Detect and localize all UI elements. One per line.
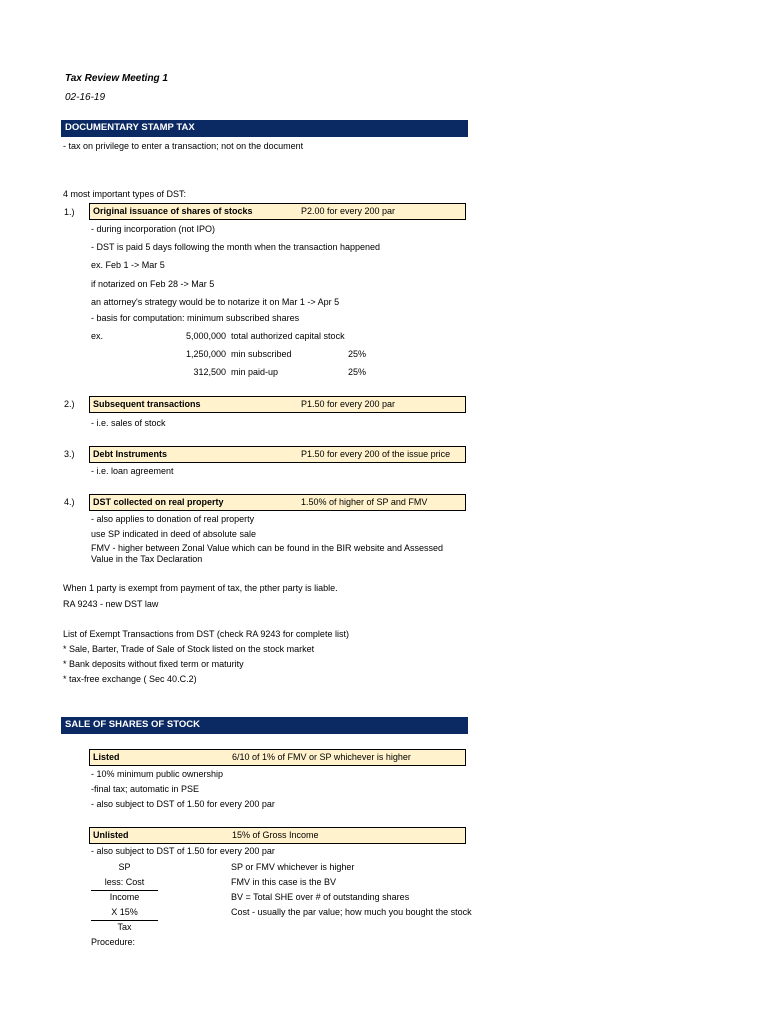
box-label: Listed [93,752,120,762]
note-line: - also subject to DST of 1.50 for every 200 par [91,846,275,856]
note-line: - also subject to DST of 1.50 for every 200 par [91,799,275,809]
note-line: - during incorporation (not IPO) [91,224,216,234]
highlight-box-real-property [89,494,466,511]
example-amount: 312,500 [193,367,226,377]
note-line: - also applies to donation of real property [91,514,255,524]
example-label-text: total authorized capital stock [231,331,345,341]
section-header-label: DOCUMENTARY STAMP TAX [65,122,195,133]
ra-law-note: RA 9243 - new DST law [63,599,159,609]
dst-definition: - tax on privilege to enter a transaction; not on the document [63,141,304,151]
box-label: Subsequent transactions [93,399,201,409]
computation-line: Income [109,892,140,902]
underline-divider [91,920,158,921]
box-label: Original issuance of shares of stocks [93,206,253,216]
example-amount: 1,250,000 [185,349,226,359]
example-amount: 5,000,000 [185,331,226,341]
computation-line: Tax [117,922,132,932]
procedure-label: Procedure: [91,937,136,947]
box-rate: P1.50 for every 200 of the issue price [301,449,451,459]
exempt-list-line: * tax-free exchange ( Sec 40.C.2) [63,674,197,684]
example-label-text: min subscribed [231,349,292,359]
note-line: - basis for computation: minimum subscribed shares [91,313,300,323]
exempt-list-line: * Bank deposits without fixed term or maturity [63,659,244,669]
box-label: DST collected on real property [93,497,224,507]
example-label: ex. [91,331,104,341]
example-label-text: min paid-up [231,367,279,377]
page-title: Tax Review Meeting 1 [65,73,168,84]
note-line: use SP indicated in deed of absolute sale [91,529,256,539]
example-percent: 25% [348,367,367,377]
note-line: ex. Feb 1 -> Mar 5 [91,260,165,270]
box-rate: P2.00 for every 200 par [301,206,396,216]
box-rate: 1.50% of higher of SP and FMV [301,497,428,507]
highlight-box-debt-instruments [89,446,466,463]
box-label: Unlisted [93,830,129,840]
section-header-label: SALE OF SHARES OF STOCK [65,719,200,730]
section-header-dst [61,120,468,137]
explanation-line: FMV in this case is the BV [231,877,337,887]
item-number: 2.) [64,399,75,409]
explanation-line: Cost - usually the par value; how much you bought the stock [231,907,472,917]
note-line: - 10% minimum public ownership [91,769,224,779]
note-line: -final tax; automatic in PSE [91,784,200,794]
item-number: 3.) [64,449,75,459]
box-label: Debt Instruments [93,449,168,459]
computation-line: less: Cost [104,877,145,887]
note-line: - i.e. loan agreement [91,466,174,476]
note-line: - i.e. sales of stock [91,418,166,428]
box-rate: P1.50 for every 200 par [301,399,396,409]
exempt-party-note: When 1 party is exempt from payment of tax, the pther party is liable. [63,583,338,593]
note-line: - DST is paid 5 days following the month when the transaction happened [91,242,381,252]
section-header-sale-of-shares [61,717,468,734]
note-line: if notarized on Feb 28 -> Mar 5 [91,279,215,289]
highlight-box-original-issuance [89,203,466,220]
note-line: an attorney's strategy would be to notarize it on Mar 1 -> Apr 5 [91,297,340,307]
computation-line: X 15% [111,907,138,917]
highlight-box-unlisted [89,827,466,844]
meeting-date: 02-16-19 [65,92,106,103]
explanation-line: BV = Total SHE over # of outstanding shares [231,892,410,902]
item-number: 1.) [64,207,75,217]
note-line: Value in the Tax Declaration [91,554,203,564]
exempt-list-line: * Sale, Barter, Trade of Sale of Stock listed on the stock market [63,644,315,654]
highlight-box-subsequent-transactions [89,396,466,413]
computation-line: SP [118,862,131,872]
example-percent: 25% [348,349,367,359]
types-intro: 4 most important types of DST: [63,189,187,199]
box-rate: 6/10 of 1% of FMV or SP whichever is higher [232,752,411,762]
box-rate: 15% of Gross Income [232,830,319,840]
item-number: 4.) [64,497,75,507]
note-line: FMV - higher between Zonal Value which can be found in the BIR website and Assessed [91,543,444,553]
underline-divider [91,890,158,891]
highlight-box-listed [89,749,466,766]
explanation-line: SP or FMV whichever is higher [231,862,355,872]
exempt-list-line: List of Exempt Transactions from DST (check RA 9243 for complete list) [63,629,349,639]
